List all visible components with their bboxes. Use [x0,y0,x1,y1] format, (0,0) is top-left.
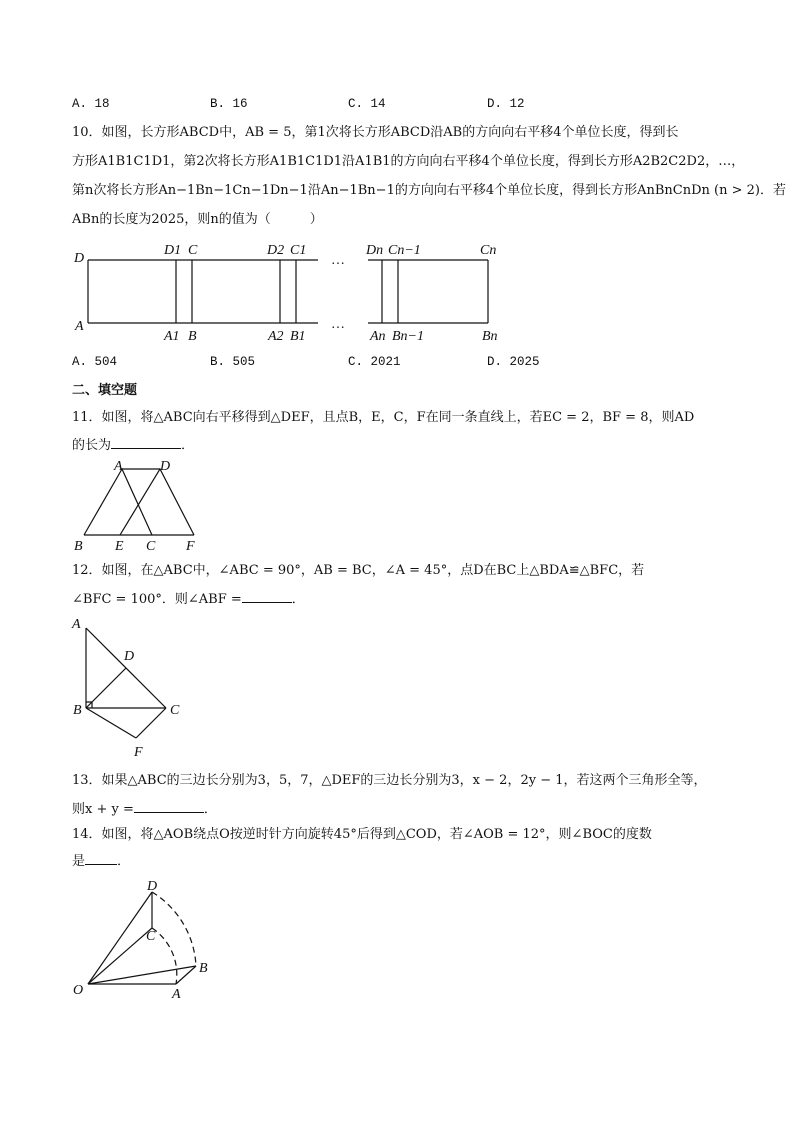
label-D: D [147,879,158,894]
q14-text-line2 [72,852,130,871]
label-Dn: Dn [366,243,384,258]
label-B: B [74,539,83,554]
label-Cn: Cn [480,243,497,258]
q13-end: ． [203,802,217,817]
q10-option-c: C. 2021 [348,355,401,369]
q10-text-line4: ABn的长度为2025，则n的值为（ ） [72,212,323,227]
label-C: C [146,929,156,944]
ellipsis-top: … [332,253,345,268]
label-B: B [199,961,208,976]
label-D1: D1 [164,243,182,258]
label-D: D [124,649,135,664]
label-A: A [114,459,123,474]
q10-option-b: B. 505 [210,355,256,369]
q13-text-line1: 13．如果△ABC的三边长分别为3，5，7，△DEF的三边长分别为3，x − 2，2y − 1，若这两个三角形全等， [72,773,707,788]
q10-figure [0,236,794,348]
label-E: E [115,539,124,554]
q14-text-line1: 14．如图，将△AOB绕点O按逆时针方向旋转45°后得到△COD，若∠AOB = 12°，则∠BOC的度数 [72,827,652,842]
label-F: F [186,539,195,554]
q12-text: ∠BFC = 100°．则∠ABF = [72,592,242,607]
q12-figure [0,612,220,762]
label-C: C [146,539,156,554]
label-A: A [72,617,81,632]
label-A1: A1 [164,329,180,344]
label-C: C [170,703,180,718]
q12-end: ． [291,592,305,607]
label-D: D [74,251,85,266]
section-title: 二、填空题 [72,383,138,398]
q12-text-line1: 12．如图，在△ABC中，∠ABC = 90°，AB = BC，∠A = 45°，点D在BC上△BDA≌△BFC，若 [72,563,645,578]
label-A2: A2 [268,329,284,344]
label-A: A [172,987,181,1002]
q10-option-d: D. 2025 [487,355,540,369]
q9-option-d: D. 12 [487,97,525,111]
q11-answer-blank[interactable] [111,436,181,449]
label-Cn-1: Cn−1 [388,243,421,258]
q13-text-line2 [72,800,217,819]
q13-answer-blank[interactable] [134,800,204,813]
label-An: An [370,329,386,344]
q9-option-b: B. 16 [210,97,248,111]
q14-text: 是 [72,854,86,869]
q13-text: 则x + y = [72,802,134,817]
q11-text-line2 [72,436,194,455]
label-O: O [73,983,84,998]
label-B: B [73,703,82,718]
label-D2: D2 [267,243,285,258]
label-C1: C1 [290,243,307,258]
label-Bn: Bn [482,329,498,344]
q11-text: 的长为 [72,438,112,453]
q10-text-line2: 方形A1B1C1D1，第2次将长方形A1B1C1D1沿A1B1的方向向右平移4个单位长度，得到长方形A2B2C2D2，…， [72,154,745,169]
label-C: C [188,243,198,258]
q11-text-line1: 11．如图，将△ABC向右平移得到△DEF，且点B，E，C，F在同一条直线上，若EC = 2，BF = 8，则AD [72,410,695,425]
label-B: B [188,329,197,344]
q11-end: ． [181,438,195,453]
ellipsis-bottom: … [332,317,345,332]
q9-option-c: C. 14 [348,97,386,111]
q10-text-line1: 10．如图，长方形ABCD中，AB = 5，第1次将长方形ABCD沿AB的方向向右平移4个单位长度，得到长 [72,125,679,140]
q12-answer-blank[interactable] [242,590,292,603]
q9-option-a: A. 18 [72,97,110,111]
label-A: A [75,319,84,334]
label-B1: B1 [290,329,306,344]
label-Bn-1: Bn−1 [392,329,424,344]
q14-figure [0,872,240,1012]
q10-text-line3: 第n次将长方形An−1Bn−1Cn−1Dn−1沿An−1Bn−1的方向向右平移4个单位长度，得到长方形AnBnCnDn (n > 2)．若 [72,183,786,198]
label-D: D [160,459,171,474]
q10-option-a: A. 504 [72,355,118,369]
q14-answer-blank[interactable] [85,852,117,865]
q14-end: ． [117,854,131,869]
q11-figure [0,455,260,555]
q12-text-line2 [72,590,305,609]
label-F: F [134,745,143,760]
